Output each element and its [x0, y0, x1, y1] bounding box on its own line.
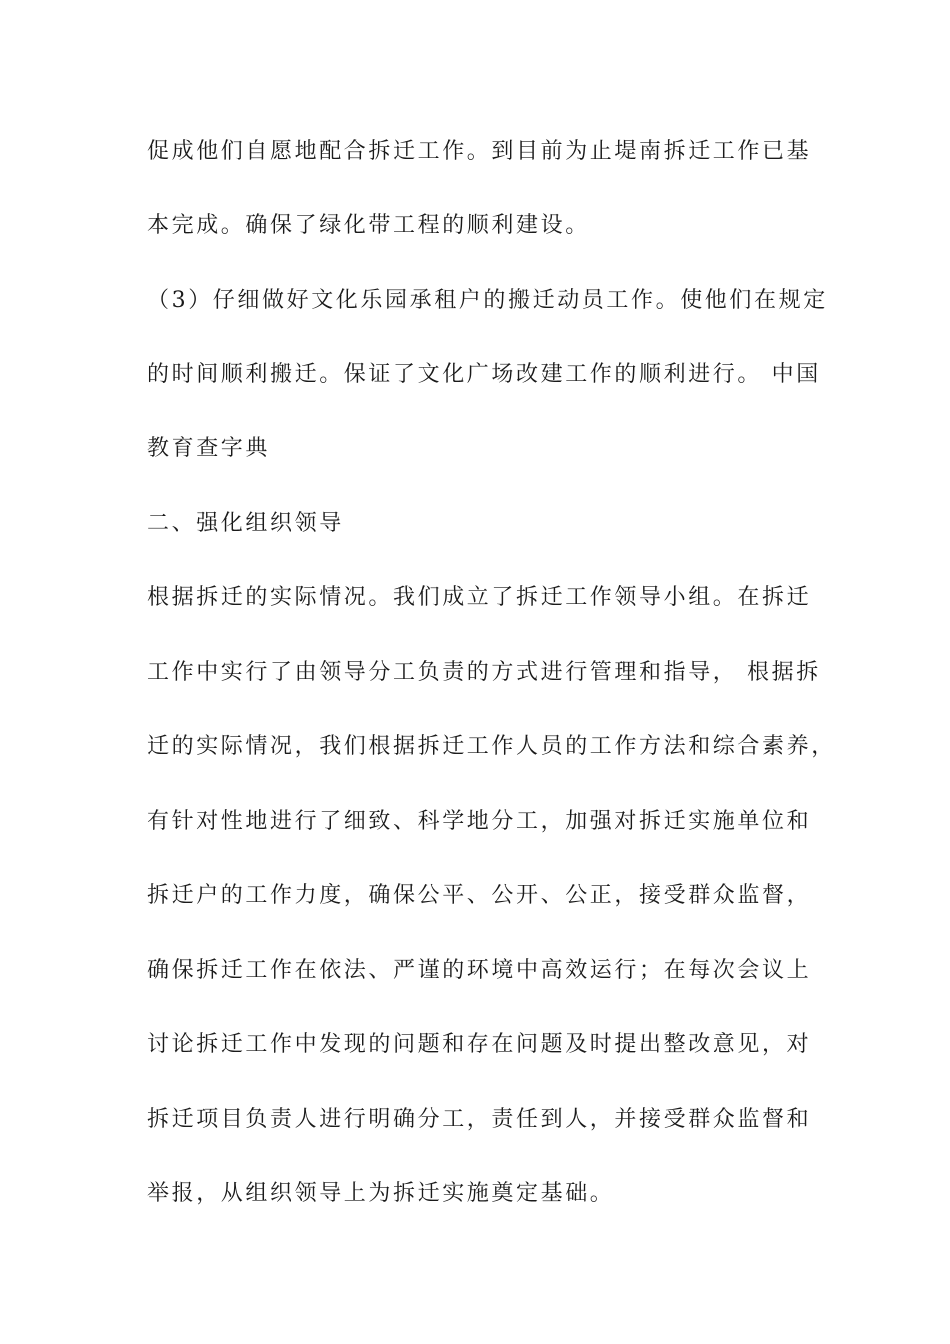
section-heading: 二、强化组织领导 — [147, 511, 344, 536]
paragraph-line: 促成他们自愿地配合拆迁工作。到目前为止堤南拆迁工作已基 — [147, 139, 812, 164]
paragraph-line: 根据拆迁的实际情况。我们成立了拆迁工作领导小组。在拆迁 — [147, 585, 812, 610]
paragraph-line: 举报，从组织领导上为拆迁实施奠定基础。 — [147, 1181, 615, 1206]
paragraph-line: 工作中实行了由领导分工负责的方式进行管理和指导， 根据拆 — [147, 660, 821, 685]
paragraph-line: 迁的实际情况，我们根据拆迁工作人员的工作方法和综合素养， — [147, 734, 836, 759]
paragraph-line: 的时间顺利搬迁。保证了文化广场改建工作的顺利进行。 中国 — [147, 362, 821, 387]
paragraph-line: （3）仔细做好文化乐园承租户的搬迁动员工作。使他们在规定 — [147, 288, 828, 313]
paragraph-line: 本完成。确保了绿化带工程的顺利建设。 — [147, 213, 590, 238]
paragraph-line: 教育查字典 — [147, 436, 271, 461]
paragraph-line: 有针对性地进行了细致、科学地分工，加强对拆迁实施单位和 — [147, 809, 812, 834]
paragraph-line: 拆迁项目负责人进行明确分工，责任到人，并接受群众监督和 — [147, 1107, 812, 1132]
paragraph-line: 拆迁户的工作力度，确保公平、公开、公正，接受群众监督， — [147, 883, 812, 908]
paragraph-line: 讨论拆迁工作中发现的问题和存在问题及时提出整改意见，对 — [147, 1032, 812, 1057]
paragraph-line: 确保拆迁工作在依法、严谨的环境中高效运行；在每次会议上 — [147, 958, 812, 983]
